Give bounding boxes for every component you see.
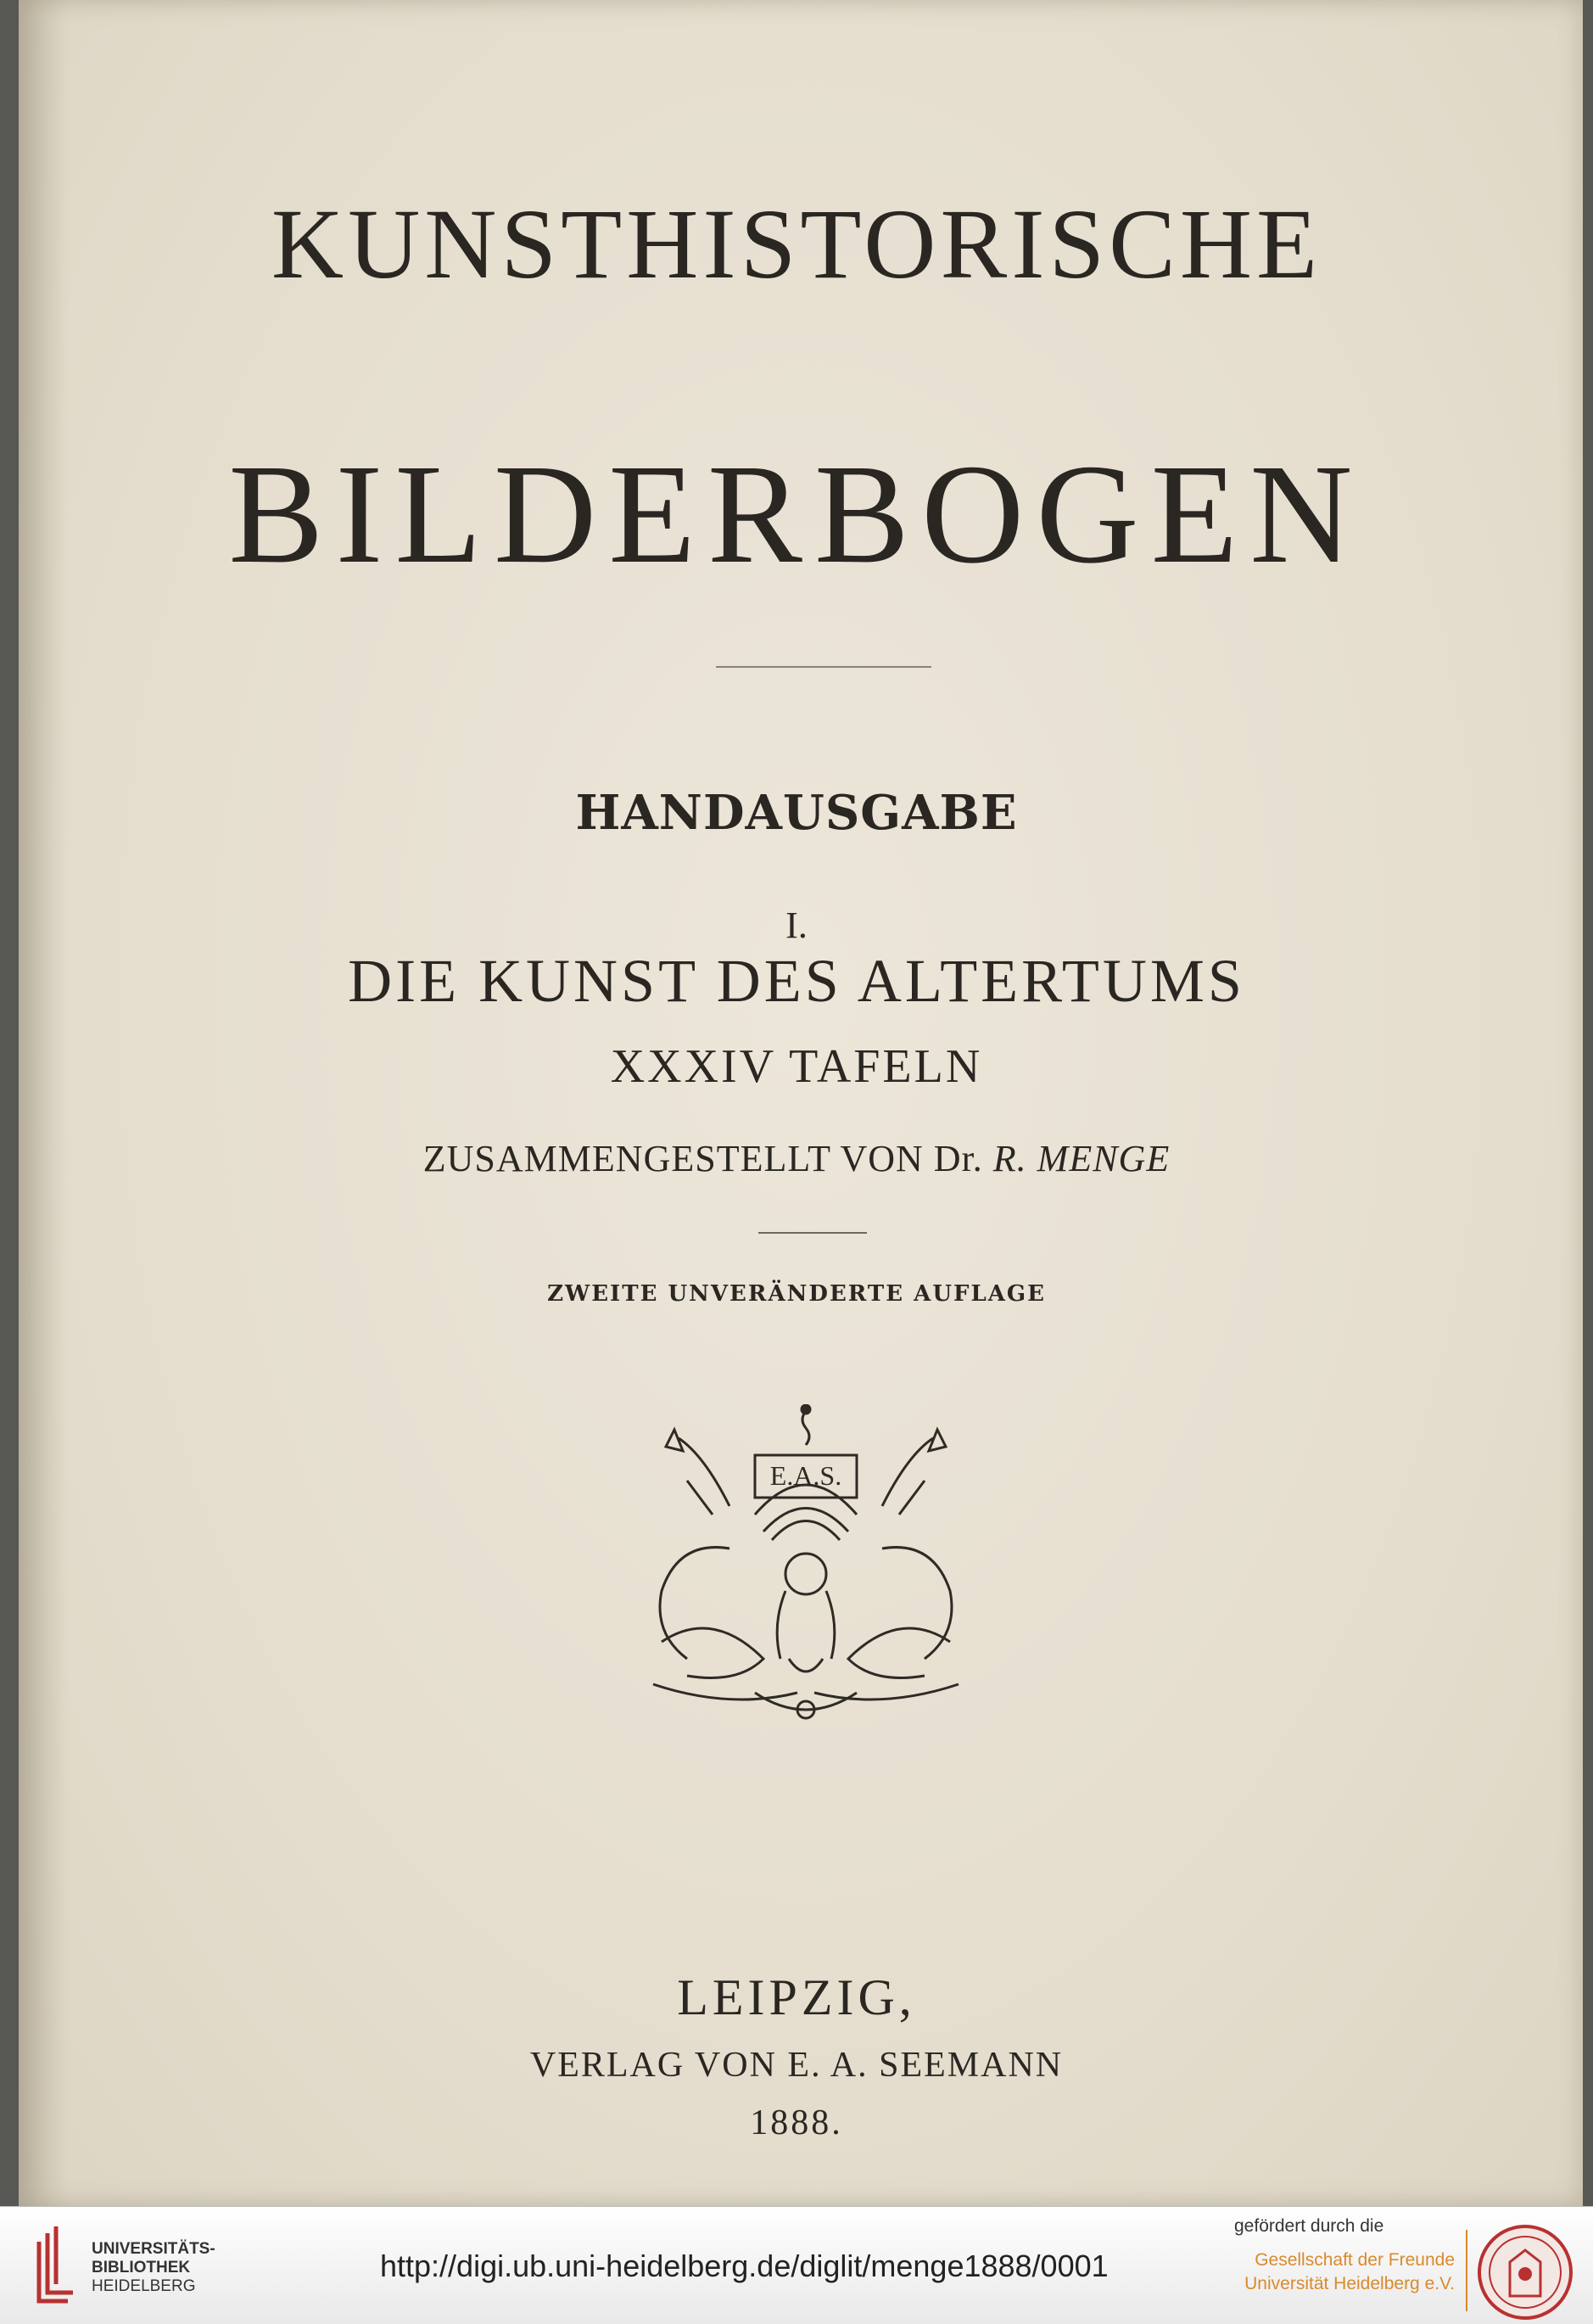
- page-gutter-shadow: [19, 0, 70, 2206]
- library-name-line-1: UNIVERSITÄTS-: [92, 2240, 215, 2258]
- title-divider: [716, 666, 931, 668]
- publisher-name: VERLAG VON E. A. SEEMANN: [529, 2046, 1064, 2085]
- publication-city: LEIPZIG,: [677, 1969, 916, 2025]
- publication-year: 1888.: [750, 2103, 843, 2142]
- compiler-title: Dr.: [933, 1138, 983, 1179]
- compiler-divider: [758, 1232, 867, 1234]
- library-name-line-3: HEIDELBERG: [92, 2277, 196, 2295]
- funder-separator: [1466, 2230, 1467, 2311]
- funder-name-line-1[interactable]: Gesellschaft der Freunde: [1255, 2250, 1455, 2270]
- funder-name-line-2[interactable]: Universität Heidelberg e.V.: [1244, 2274, 1455, 2293]
- emblem-monogram: E.A.S.: [769, 1460, 842, 1491]
- edition-heading: HANDAUSGABE: [575, 785, 1018, 841]
- permalink-url[interactable]: http://digi.ub.uni-heidelberg.de/diglit/menge1888/0001: [380, 2248, 1109, 2283]
- title-line-1: KUNSTHISTORISCHE: [271, 188, 1322, 300]
- title-line-2: BILDERBOGEN: [228, 435, 1365, 593]
- book-page: [19, 0, 1583, 2206]
- funding-label: gefördert durch die: [1234, 2216, 1384, 2236]
- printing-note: ZWEITE UNVERÄNDERTE AUFLAGE: [547, 1281, 1046, 1307]
- compiler-line: [0, 1137, 1593, 1180]
- volume-title: DIE KUNST DES ALTERTUMS: [348, 947, 1245, 1015]
- library-name-line-2: BIBLIOTHEK: [92, 2259, 191, 2276]
- compiler-name: R. MENGE: [992, 1138, 1171, 1179]
- volume-number: I.: [785, 904, 808, 946]
- compiler-prefix: ZUSAMMENGESTELLT VON: [422, 1138, 934, 1179]
- plates-count: XXXIV TAFELN: [610, 1040, 983, 1093]
- publisher-emblem-icon: [628, 1404, 984, 1744]
- library-logo-icon[interactable]: [34, 2225, 78, 2306]
- university-seal-icon: [1474, 2221, 1576, 2323]
